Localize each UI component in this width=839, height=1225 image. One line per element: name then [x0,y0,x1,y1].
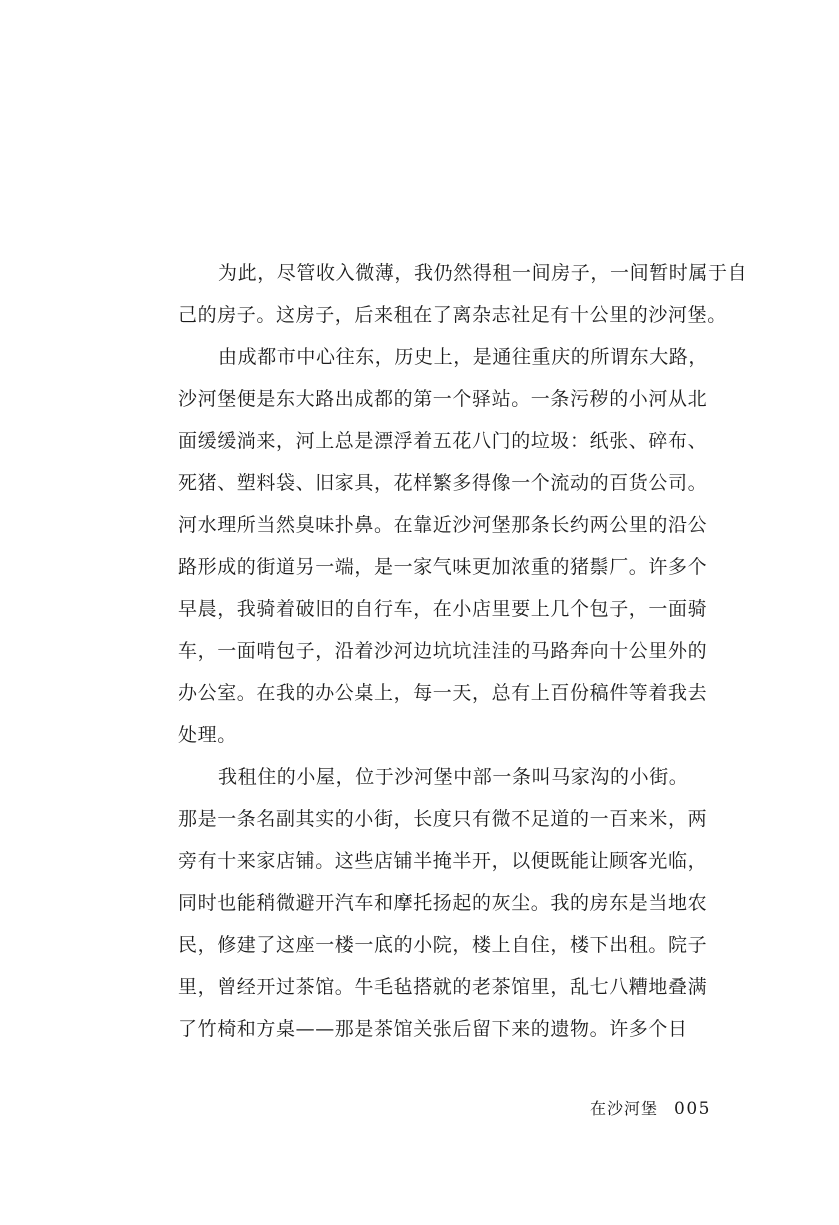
paragraph-2-line-6: 路形成的街道另一端，是一家气味更加浓重的猪鬃厂。许多个 [178,556,708,578]
paragraph-2-line-5: 河水理所当然臭味扑鼻。在靠近沙河堡那条长约两公里的沿公 [178,514,708,536]
paragraph-2-line-4: 死猪、塑料袋、旧家具，花样繁多得像一个流动的百货公司。 [178,472,708,494]
paragraph-2-line-3: 面缓缓淌来，河上总是漂浮着五花八门的垃圾：纸张、碎布、 [178,430,708,452]
paragraph-3-line-7: 了竹椅和方桌——那是茶馆关张后留下来的遗物。许多个日 [178,1018,688,1040]
paragraph-2-line-2: 沙河堡便是东大路出成都的第一个驿站。一条污秽的小河从北 [178,388,708,410]
paragraph-2-line-8: 车，一面啃包子，沿着沙河边坑坑洼洼的马路奔向十公里外的 [178,640,708,662]
paragraph-2-line-9: 办公室。在我的办公桌上，每一天，总有上百份稿件等着我去 [178,682,708,704]
paragraph-3-line-4: 同时也能稍微避开汽车和摩托扬起的灰尘。我的房东是当地农 [178,892,708,914]
paragraph-3-line-5: 民，修建了这座一楼一底的小院，楼上自住，楼下出租。院子 [178,934,708,956]
paragraph-2-line-1: 由成都市中心往东，历史上，是通往重庆的所谓东大路， [218,346,709,368]
paragraph-2-line-7: 早晨，我骑着破旧的自行车，在小店里要上几个包子，一面骑 [178,598,708,620]
paragraph-1-line-1: 为此，尽管收入微薄，我仍然得租一间房子，一间暂时属于自 [218,262,748,284]
body-text [178,252,748,1050]
running-title: 在沙河堡 [590,1099,659,1118]
paragraph-3-line-6: 里，曾经开过茶馆。牛毛毡搭就的老茶馆里，乱七八糟地叠满 [178,976,708,998]
paragraph-3-line-3: 旁有十来家店铺。这些店铺半掩半开，以便既能让顾客光临， [178,850,708,872]
paragraph-3-line-1: 我租住的小屋，位于沙河堡中部一条叫马家沟的小街。 [218,766,689,788]
page-number: 005 [674,1099,711,1119]
paragraph-3-line-2: 那是一条名副其实的小街，长度只有微不足道的一百来米，两 [178,808,708,830]
paragraph-2-line-10: 处理。 [178,724,237,746]
paragraph-1-line-2: 己的房子。这房子，后来租在了离杂志社足有十公里的沙河堡。 [178,304,727,326]
page-footer [590,1096,711,1119]
